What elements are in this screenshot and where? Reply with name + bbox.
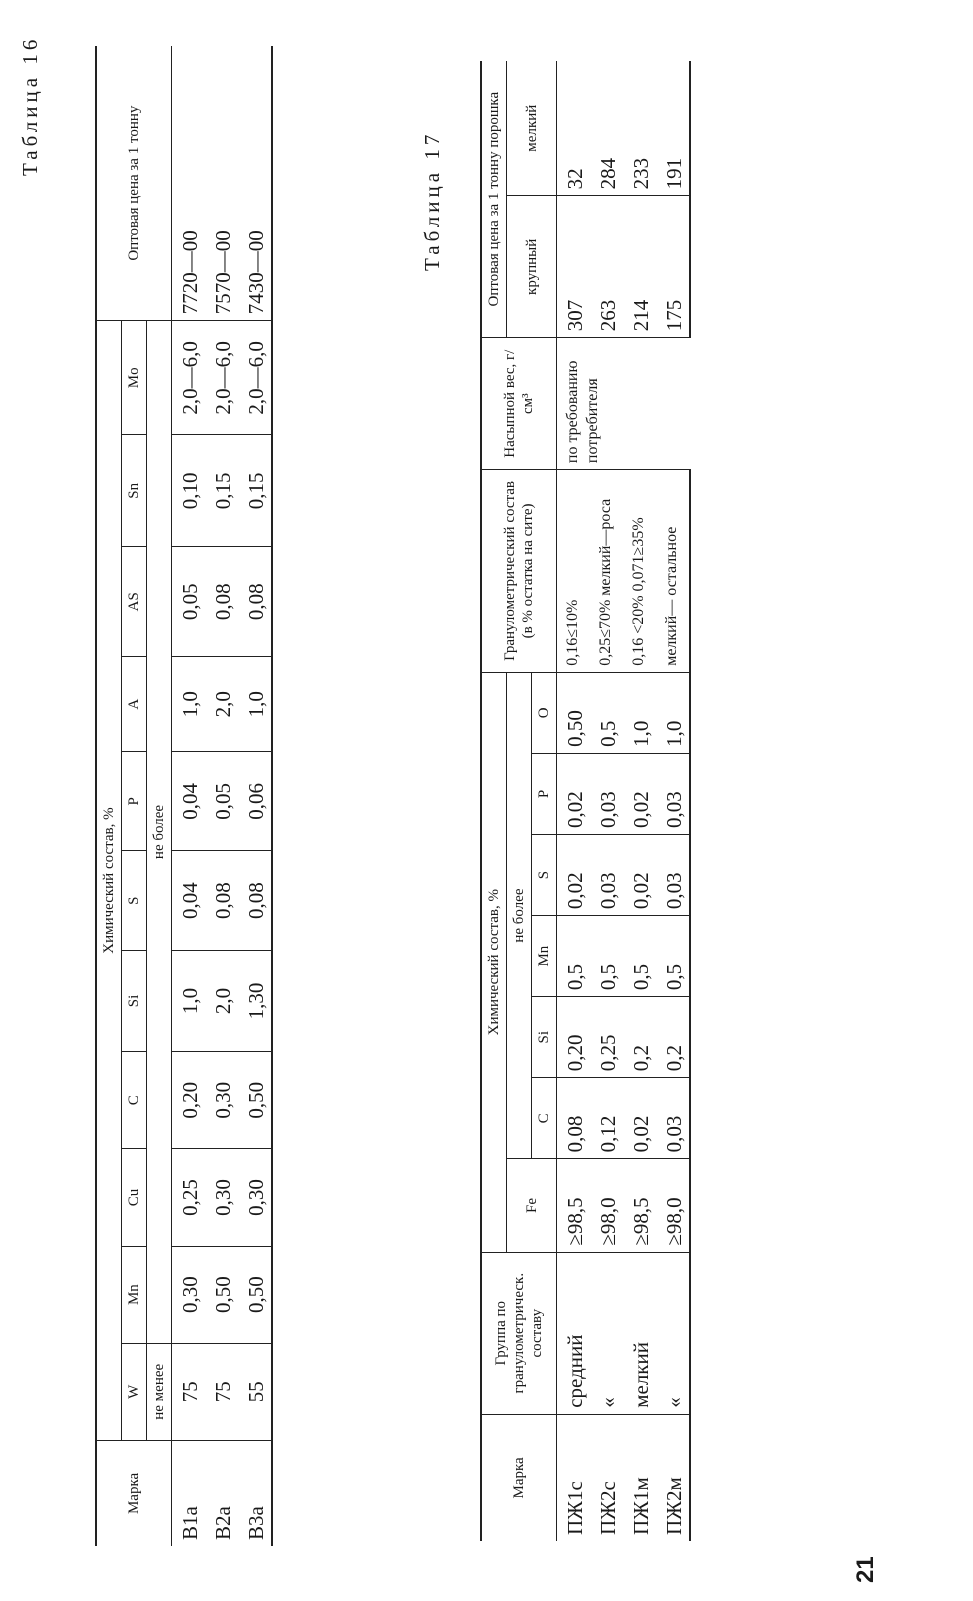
t16-cell-s: 0,04: [172, 851, 206, 950]
t17-cell-p: 0,03: [656, 753, 690, 834]
t17-cell-s: 0,02: [557, 834, 591, 915]
t17-h-p: P: [532, 753, 557, 834]
table16: [95, 46, 273, 1546]
t16-cell-si: 2,0: [205, 950, 238, 1051]
t17-cell-mn: 0,5: [590, 916, 623, 997]
t17-cell-fine: 233: [623, 61, 656, 196]
t17-cell-c: 0,02: [623, 1078, 656, 1159]
t16-cell-mark: B1a: [172, 1440, 206, 1546]
t16-cell-p: 0,05: [205, 752, 238, 851]
t16-cell-as: 0,08: [238, 547, 272, 657]
t16-cell-c: 0,20: [172, 1052, 206, 1149]
t17-cell-coarse: 214: [623, 196, 656, 338]
t16-cell-si: 1,30: [238, 950, 272, 1051]
t17-h-not-more: не более: [507, 672, 532, 1159]
t17-cell-si: 0,2: [623, 997, 656, 1078]
t17-cell-si: 0,20: [557, 997, 591, 1078]
t16-cell-w: 75: [205, 1343, 238, 1440]
t17-cell-group: «: [590, 1252, 623, 1414]
table-row: [623, 61, 656, 1541]
t16-cell-sn: 0,10: [172, 435, 206, 547]
table-row: [205, 46, 238, 1546]
t17-h-gran: Гранулометрический состав (в % остатка на сите): [481, 470, 557, 673]
t16-cell-w: 55: [238, 1343, 272, 1440]
t17-h-o: O: [532, 672, 557, 753]
t17-cell-gran: 0,25≤70% мелкий—роса: [590, 470, 623, 673]
t16-cell-mo: 2,0—6,0: [238, 321, 272, 435]
t17-cell-mn: 0,5: [656, 916, 690, 997]
table-row: [238, 46, 272, 1546]
t17-cell-c: 0,03: [656, 1078, 690, 1159]
t16-cell-a: 1,0: [238, 657, 272, 752]
table-row: [656, 61, 690, 1541]
t16-cell-s: 0,08: [238, 851, 272, 950]
t16-cell-sn: 0,15: [205, 435, 238, 547]
t16-cell-s: 0,08: [205, 851, 238, 950]
t17-cell-o: 1,0: [656, 672, 690, 753]
t16-cell-cu: 0,30: [205, 1149, 238, 1246]
table17: [480, 61, 691, 1541]
t17-cell-gran: 0,16 <20% 0,071≥35%: [623, 470, 656, 673]
t17-h-c: C: [532, 1078, 557, 1159]
t16-cell-cu: 0,30: [238, 1149, 272, 1246]
t17-h-group: Группа по гранулометрическ. составу: [481, 1252, 557, 1414]
t16-cell-mn: 0,50: [205, 1246, 238, 1343]
t17-cell-gran: 0,16≤10%: [557, 470, 591, 673]
t17-cell-fe: ≥98,5: [557, 1159, 591, 1252]
t17-cell-fine: 32: [557, 61, 591, 196]
t17-cell-group: «: [656, 1252, 690, 1414]
t17-cell-coarse: 175: [656, 196, 690, 338]
t16-cell-mo: 2,0—6,0: [205, 321, 238, 435]
t16-cell-as: 0,05: [172, 547, 206, 657]
t17-cell-mark: ПЖ2м: [656, 1414, 690, 1541]
t17-h-fe: Fe: [507, 1159, 557, 1252]
t17-h-coarse: крупный: [507, 196, 557, 338]
t16-h-cu: Cu: [122, 1149, 147, 1246]
t17-cell-p: 0,03: [590, 753, 623, 834]
t16-cell-price: 7430—00: [238, 46, 272, 321]
t17-cell-coarse: 307: [557, 196, 591, 338]
t16-h-price: Оптовая цена за 1 тонну: [96, 46, 172, 321]
t17-cell-group: мелкий: [623, 1252, 656, 1414]
t17-cell-o: 0,5: [590, 672, 623, 753]
t17-cell-mn: 0,5: [623, 916, 656, 997]
page-number: 21: [852, 1556, 879, 1583]
t16-cell-mn: 0,30: [172, 1246, 206, 1343]
t16-cell-price: 7720—00: [172, 46, 206, 321]
t16-h-mn: Mn: [122, 1246, 147, 1343]
t17-cell-mark: ПЖ1м: [623, 1414, 656, 1541]
t17-cell-fine: 191: [656, 61, 690, 196]
t17-cell-fe: ≥98,0: [590, 1159, 623, 1252]
t16-cell-mn: 0,50: [238, 1246, 272, 1343]
t16-cell-w: 75: [172, 1343, 206, 1440]
t17-cell-group: средний: [557, 1252, 591, 1414]
t17-cell-fine: 284: [590, 61, 623, 196]
t16-h-s: S: [122, 851, 147, 950]
t17-cell-p: 0,02: [623, 753, 656, 834]
t17-h-fine: мелкий: [507, 61, 557, 196]
table-row: [590, 61, 623, 1541]
t16-h-as: AS: [122, 547, 147, 657]
t17-cell-si: 0,25: [590, 997, 623, 1078]
t16-cell-mark: B3a: [238, 1440, 272, 1546]
t16-cell-price: 7570—00: [205, 46, 238, 321]
t16-cell-a: 2,0: [205, 657, 238, 752]
t17-h-bulk: Насыпной вес, г/см³: [481, 338, 557, 470]
t16-cell-mark: B2a: [205, 1440, 238, 1546]
t16-cell-p: 0,04: [172, 752, 206, 851]
t17-cell-fe: ≥98,5: [623, 1159, 656, 1252]
t16-cell-as: 0,08: [205, 547, 238, 657]
t17-cell-coarse: 263: [590, 196, 623, 338]
t16-h-mo: Mo: [122, 321, 147, 435]
t16-cell-cu: 0,25: [172, 1149, 206, 1246]
t16-h-w: W: [122, 1343, 147, 1440]
t17-cell-si: 0,2: [656, 997, 690, 1078]
t17-cell-mark: ПЖ2с: [590, 1414, 623, 1541]
t17-cell-p: 0,02: [557, 753, 591, 834]
t17-h-si: Si: [532, 997, 557, 1078]
t17-h-mark: Марка: [481, 1414, 557, 1541]
t17-cell-o: 1,0: [623, 672, 656, 753]
t17-cell-mark: ПЖ1с: [557, 1414, 591, 1541]
t16-cell-p: 0,06: [238, 752, 272, 851]
t16-cell-sn: 0,15: [238, 435, 272, 547]
t17-cell-mn: 0,5: [557, 916, 591, 997]
table-row: [172, 46, 206, 1546]
t16-cell-si: 1,0: [172, 950, 206, 1051]
t17-cell-s: 0,03: [656, 834, 690, 915]
t16-h-mark: Марка: [96, 1440, 172, 1546]
t17-h-s: S: [532, 834, 557, 915]
t16-h-not-more: не более: [147, 321, 172, 1343]
t17-cell-s: 0,02: [623, 834, 656, 915]
t17-cell-fe: ≥98,0: [656, 1159, 690, 1252]
t17-cell-gran: мелкий— остальное: [656, 470, 690, 673]
t16-cell-a: 1,0: [172, 657, 206, 752]
t16-h-c: C: [122, 1052, 147, 1149]
t16-h-sn: Sn: [122, 435, 147, 547]
table16-caption: Таблица 16: [18, 35, 42, 176]
t17-cell-c: 0,08: [557, 1078, 591, 1159]
t17-cell-s: 0,03: [590, 834, 623, 915]
t17-cell-bulk: по требованию потребителя: [557, 338, 691, 470]
t16-h-si: Si: [122, 950, 147, 1051]
t16-cell-c: 0,50: [238, 1052, 272, 1149]
t16-cell-mo: 2,0—6,0: [172, 321, 206, 435]
t16-h-chem: Химический состав, %: [96, 321, 122, 1441]
table-row: [557, 61, 591, 1541]
t17-cell-c: 0,12: [590, 1078, 623, 1159]
t16-h-not-less: не менее: [147, 1343, 172, 1440]
t17-h-mn: Mn: [532, 916, 557, 997]
t16-cell-c: 0,30: [205, 1052, 238, 1149]
t17-h-chem: Химический состав, %: [481, 672, 507, 1252]
t17-h-price: Оптовая цена за 1 тонну порошка: [481, 61, 507, 338]
table17-caption: Таблица 17: [420, 130, 444, 271]
t17-cell-o: 0,50: [557, 672, 591, 753]
t16-h-a: A: [122, 657, 147, 752]
t16-h-p: P: [122, 752, 147, 851]
